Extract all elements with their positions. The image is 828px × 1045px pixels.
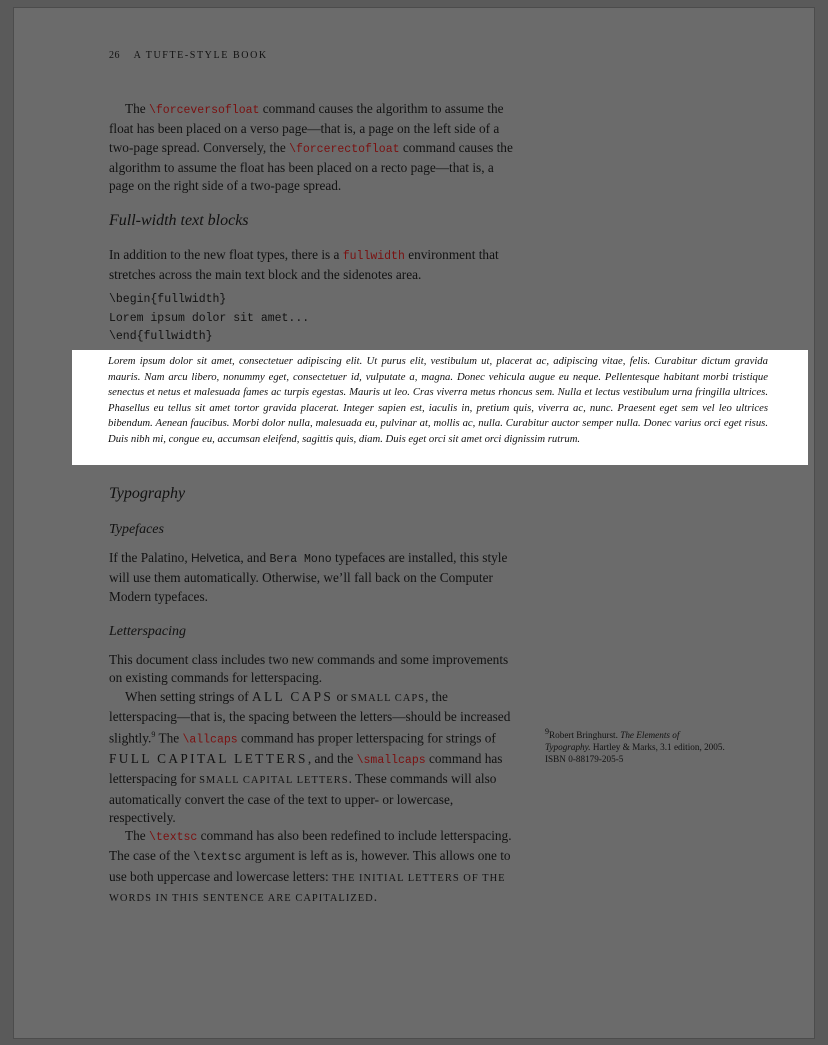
text: typefaces are installed, this style will use them automatically. Otherwise, we’ll fall back on the Computer Modern typefaces. bbox=[109, 550, 508, 604]
fullwidth-text: Lorem ipsum dolor sit amet, consectetuer adipiscing elit. Ut purus elit, vestibulum ut, placerat ac, adipiscing vitae, felis. Curabitur dictum gravida mauris. Nam arcu libero, nonummy eget, consectetuer id, vulputate a, magna. Donec vehicula augue eu neque. Pellentesque habitant morbi tristique senectus et netus et malesuada fames ac turpis egestas. Mauris ut leo. Cras viverra metus rhoncus sem. Nulla et lectus vestibulum urna fringilla ultrices. Phasellus eu tellus sit amet tortor gravida placerat. Integer sapien est, iaculis in, pretium quis, viverra ac, nunc. Praesent eget sem vel leo ultrices bibendum. Aenean faucibus. Morbi dolor nulla, malesuada eu, pulvinar at, mollis ac, nulla. Curabitur auctor semper nulla. Donec varius orci eget risus. Duis nibh mi, congue eu, accumsan eleifend, sagittis quis, diam. Duis eget orci sit amet orci dignissim rutrum. bbox=[108, 355, 768, 445]
paragraph-fullwidth-env bbox=[109, 246, 519, 285]
text: The bbox=[125, 828, 149, 844]
text: command causes the algorithm to assume the float has been placed on a recto page—that is, a page on the right side of a two-page spread. bbox=[109, 139, 513, 194]
text: argument is left as is, however. This allows one to use both uppercase and lowercase letters: bbox=[109, 848, 511, 884]
heading-typography: Typography bbox=[109, 485, 186, 502]
heading-letterspacing: Letterspacing bbox=[109, 624, 186, 639]
heading-fullwidth: Full-width text blocks bbox=[109, 212, 249, 229]
text: command has proper letterspacing for strings of bbox=[237, 730, 496, 746]
running-header bbox=[109, 50, 268, 61]
code-line: Lorem ipsum dolor sit amet... bbox=[109, 311, 310, 325]
code-line: \end{fullwidth} bbox=[109, 330, 213, 343]
footnote-marker: 9 bbox=[151, 730, 156, 740]
text: command has letterspacing for bbox=[109, 750, 503, 787]
text: command has also been redefined to include letterspacing. The case of the bbox=[109, 828, 512, 864]
text: . These commands will also automatically convert the case of the text to upper- or lowercase, respectively. bbox=[109, 771, 497, 825]
code-forceversofloat: \forceversofloat bbox=[149, 104, 260, 117]
sidenote-publication: Hartley & Marks, 3.1 edition, 2005. ISBN 0-88179-205-5 bbox=[545, 742, 725, 765]
text: The bbox=[155, 730, 183, 746]
font-bera-mono: Bera Mono bbox=[269, 553, 332, 566]
text: , the letterspacing—that is, the spacing between the letters—should be increased slightly. bbox=[109, 688, 511, 746]
mono-textsc: \textsc bbox=[193, 851, 242, 865]
code-fullwidth: fullwidth bbox=[342, 250, 405, 263]
letterspacing-textsc bbox=[109, 827, 519, 908]
text: , and bbox=[240, 550, 270, 565]
code-forcerectofloat: \forcerectofloat bbox=[289, 142, 400, 156]
full-capitals-sample: FULL CAPITAL LETTERS bbox=[109, 750, 308, 766]
text: command causes the algorithm to assume the float has been placed on a verso page—that is, a page on the left side of a two-page spread. Conversely, the bbox=[109, 101, 504, 155]
paragraph-letterspacing bbox=[109, 651, 519, 908]
small-capitals-sample: SMALL CAPITAL LETTERS bbox=[199, 775, 349, 787]
initial-caps-sentence: THE INITIAL LETTERS OF THE WORDS IN THIS SENTENCE ARE CAPITALIZED bbox=[109, 872, 506, 904]
paragraph-typefaces bbox=[109, 549, 519, 606]
document-page bbox=[14, 8, 814, 1038]
sidenote-9 bbox=[545, 726, 725, 765]
sidenote-author: Robert Bringhurst. bbox=[549, 730, 618, 741]
paragraph-float-commands bbox=[109, 100, 519, 195]
all-caps-sample: ALL CAPS bbox=[252, 688, 334, 704]
sidenote-title: The Elements of Typography. bbox=[545, 730, 680, 753]
page-number: 26 bbox=[109, 50, 120, 61]
text: The bbox=[125, 101, 149, 116]
letterspacing-caps bbox=[109, 688, 519, 828]
text: or bbox=[333, 688, 351, 704]
text: When setting strings of bbox=[125, 688, 253, 704]
sidenote-number: 9 bbox=[545, 727, 549, 736]
text: . bbox=[373, 888, 378, 904]
font-helvetica: Helvetica bbox=[190, 551, 241, 565]
code-textsc: \textsc bbox=[149, 831, 198, 845]
code-block bbox=[109, 291, 309, 347]
letterspacing-intro: This document class includes two new commands and some improvements on existing commands for letterspacing. bbox=[109, 652, 509, 686]
heading-typefaces: Typefaces bbox=[109, 522, 164, 537]
code-allcaps: \allcaps bbox=[182, 733, 238, 747]
fullwidth-highlight-box bbox=[72, 350, 808, 465]
text: If the Palatino, bbox=[109, 550, 191, 565]
text: , and the bbox=[307, 750, 357, 766]
running-title: A TUFTE-STYLE BOOK bbox=[133, 50, 268, 61]
code-line: \begin{fullwidth} bbox=[109, 293, 227, 306]
code-smallcaps: \smallcaps bbox=[356, 753, 426, 767]
text: In addition to the new float types, there is a bbox=[109, 247, 343, 262]
small-caps-sample: SMALL CAPS bbox=[350, 692, 426, 704]
text: environment that stretches across the main text block and the sidenotes area. bbox=[109, 247, 499, 283]
